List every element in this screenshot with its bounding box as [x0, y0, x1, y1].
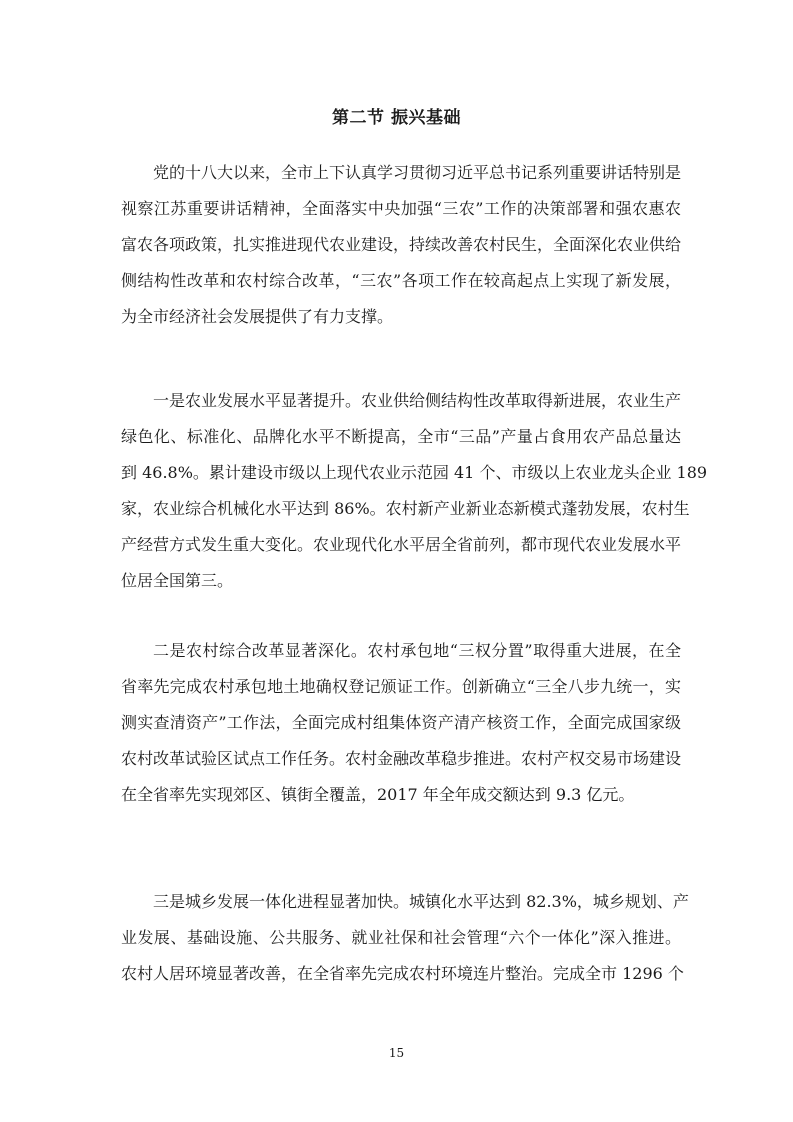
paragraph-line: 视察江苏重要讲话精神，全面落实中央加强“三农”工作的决策部署和强农惠农 [121, 199, 681, 218]
paragraph-line: 业发展、基础设施、公共服务、就业社保和社会管理“六个一体化”深入推进。 [121, 928, 681, 947]
paragraph-line: 家，农业综合机械化水平达到 86%。农村新产业新业态新模式蓬勃发展，农村生 [121, 499, 690, 518]
paragraph-1 [121, 155, 681, 335]
paragraph-line: 测实查清资产”工作法，全面完成村组集体资产清产核资工作，全面完成国家级 [121, 713, 681, 732]
paragraph-4 [121, 884, 689, 992]
paragraph-line: 三是城乡发展一体化进程显著加快。城镇化水平达到 82.3%，城乡规划、产 [153, 892, 689, 911]
paragraph-line: 二是农村综合改革显著深化。农村承包地“三权分置”取得重大进展，在全 [153, 641, 681, 660]
paragraph-line: 富农各项政策，扎实推进现代农业建设，持续改善农村民生，全面深化农业供给 [121, 235, 682, 254]
page-number: 15 [388, 1046, 405, 1060]
paragraph-line: 农村改革试验区试点工作任务。农村金融改革稳步推进。农村产权交易市场建设 [121, 749, 682, 768]
paragraph-line: 产经营方式发生重大变化。农业现代化水平居全省前列，都市现代农业发展水平 [121, 535, 682, 554]
paragraph-3 [121, 633, 681, 813]
paragraph-2 [121, 383, 708, 599]
section-title: 第二节 振兴基础 [332, 108, 461, 128]
paragraph-line: 到 46.8%。累计建设市级以上现代农业示范园 41 个、市级以上农业龙头企业 189 [121, 463, 708, 482]
paragraph-line: 侧结构性改革和农村综合改革，“三农”各项工作在较高起点上实现了新发展， [121, 271, 681, 290]
paragraph-line: 省率先完成农村承包地土地确权登记颁证工作。创新确立“三全八步九统一，实 [121, 677, 681, 696]
paragraph-line: 党的十八大以来，全市上下认真学习贯彻习近平总书记系列重要讲话特别是 [153, 163, 682, 182]
paragraph-line: 为全市经济社会发展提供了有力支撑。 [121, 307, 394, 326]
paragraph-line: 绿色化、标准化、品牌化水平不断提高，全市“三品”产量占食用农产品总量达 [121, 427, 681, 446]
paragraph-line: 位居全国第三。 [121, 571, 234, 590]
paragraph-line: 一是农业发展水平显著提升。农业供给侧结构性改革取得新进展，农业生产 [153, 391, 682, 410]
paragraph-line: 农村人居环境显著改善，在全省率先完成农村环境连片整治。完成全市 1296 个 [121, 964, 684, 983]
paragraph-line: 在全省率先实现郊区、镇街全覆盖，2017 年全年成交额达到 9.3 亿元。 [121, 785, 635, 804]
